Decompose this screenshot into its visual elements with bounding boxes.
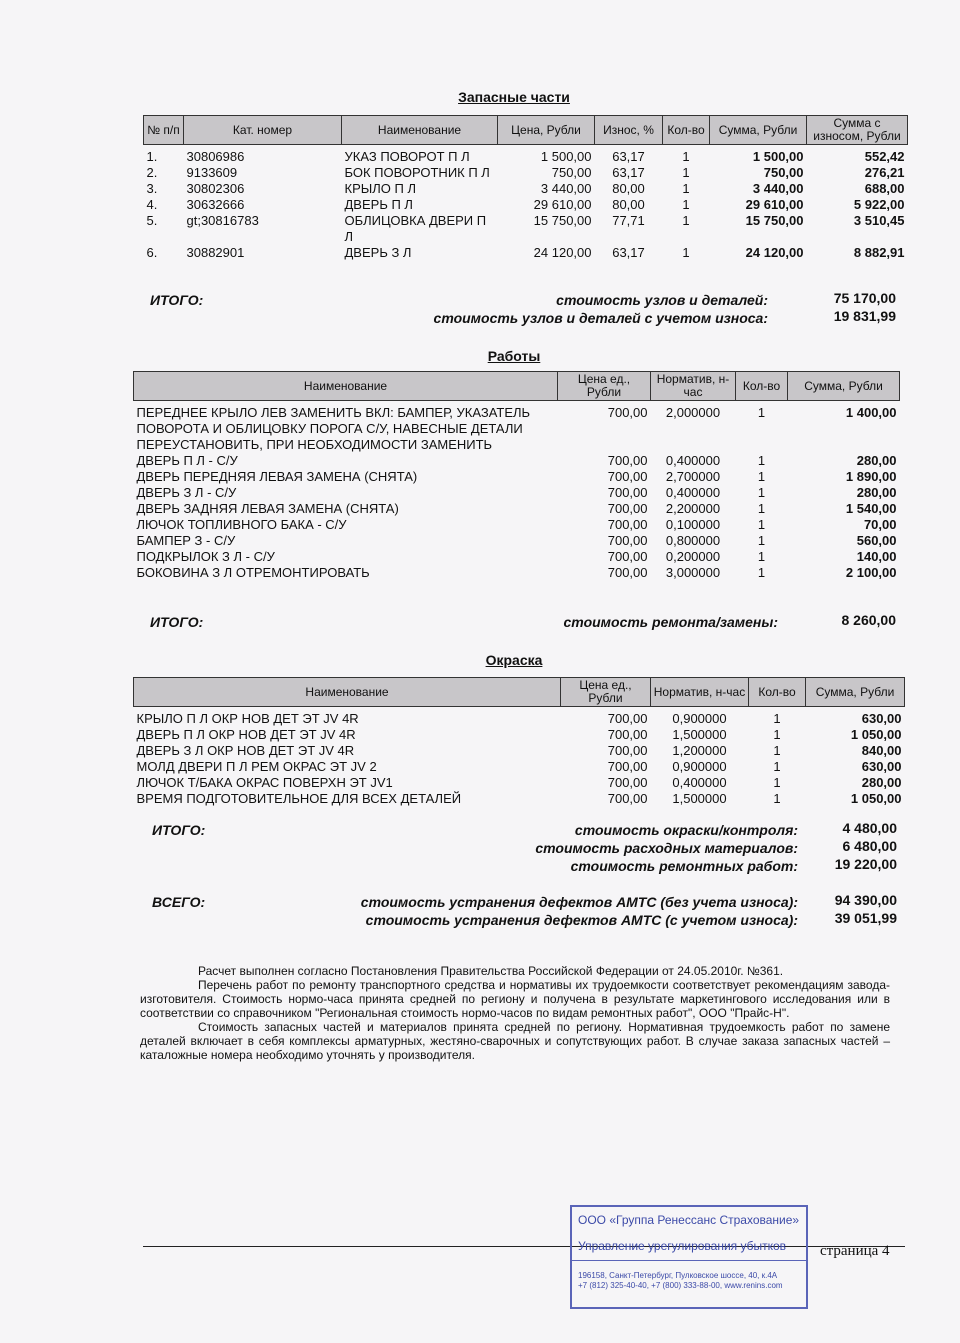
table-row [144,197,908,213]
table-cell: 700,00 [607,468,648,484]
table-cell: ОБЛИЦОВКА ДВЕРИ П Л [344,212,487,244]
table-cell: 1 [773,790,781,806]
table-cell: 1 500,00 [540,148,592,164]
table-cell: 63,17 [612,244,645,260]
table-header-row [144,116,908,145]
table-cell: 1 [682,180,690,196]
table-cell: 700,00 [607,404,648,420]
note-paragraph: Перечень работ по ремонту транспортного средства и нормативы их трудоемкости соответствует рекомендациям завода-изготовителя. Стоимость нормо-часа принята средней по региону и получена в результате маркетингового исследования или в соответствии со справочником "Региональная стоимость нормо-часов по видам ремонтных работ", ООО "Прайс-Н". [140,978,890,1020]
total-description: стоимость узлов и деталей: [556,292,768,308]
table-cell: 30882901 [186,244,245,260]
table-cell: 80,00 [612,180,645,196]
total-label: ИТОГО: [150,292,204,308]
table-cell: 77,71 [612,212,645,228]
table-cell: 1 [757,532,766,548]
column-header: Цена, Рубли [498,116,595,145]
table-row [134,501,900,517]
table-cell: 1 [757,452,766,468]
table-cell: 552,42 [864,148,905,164]
table-row [144,181,908,197]
table-cell: 1 [773,726,781,742]
table-cell: ВРЕМЯ ПОДГОТОВИТЕЛЬНОЕ ДЛЯ ВСЕХ ДЕТАЛЕЙ [136,790,462,806]
table-cell: 840,00 [861,742,902,758]
table-cell: 1 [682,212,690,228]
table-cell: БАМПЕР З - С/У [136,532,236,548]
notes [140,964,890,1062]
total-label: ИТОГО: [152,822,206,838]
table-cell: 63,17 [612,164,645,180]
table-cell: ДВЕРЬ З Л - С/У [136,484,237,500]
stamp-company: ООО «Группа Ренессанс Страхование» [578,1213,800,1227]
table-cell: 63,17 [612,148,645,164]
table-cell: 688,00 [864,180,905,196]
table-cell: 1 [773,758,781,774]
table-cell: 0,400000 [665,484,721,500]
stamp-department: Управление урегулирования убытков [578,1239,787,1253]
column-header: Наименование [134,678,561,707]
table-cell: 2. [146,164,158,180]
column-header: Кол-во [663,116,710,145]
table-cell: 9133609 [186,164,238,180]
table-cell: ДВЕРЬ П Л - С/У [136,452,238,468]
table-row [134,453,900,469]
column-header: Сумма, Рубли [710,116,807,145]
table-cell: 700,00 [607,532,648,548]
parts-table [143,115,908,261]
table-cell: 1 [757,516,766,532]
table-row [134,405,900,453]
total-description: стоимость устранения дефектов АМТС (с учетом износа): [365,912,798,928]
table-row [134,469,900,485]
parts-section-title: Запасные части [458,89,570,105]
table-cell: 3,000000 [665,564,721,580]
table-cell: 1 [773,710,781,726]
table-cell: 0,400000 [672,774,727,790]
total-label: ИТОГО: [150,614,204,630]
table-cell: 1 [757,548,766,564]
table-cell: 1 [773,742,781,758]
table-cell: ДВЕРЬ П Л ОКР НОВ ДЕТ ЭТ JV 4R [136,726,356,742]
table-cell: ДВЕРЬ ПЕРЕДНЯЯ ЛЕВАЯ ЗАМЕНА (СНЯТА) [136,468,418,484]
table-cell: 700,00 [607,548,648,564]
table-cell: 70,00 [863,516,897,532]
table-cell: 24 120,00 [745,244,804,260]
table-cell: БОКОВИНА З Л ОТРЕМОНТИРОВАТЬ [136,564,370,580]
total-description: стоимость ремонта/замены: [563,614,778,630]
table-cell: УКАЗ ПОВОРОТ П Л [344,148,470,164]
table-row [134,711,905,727]
table-cell: 140,00 [856,548,897,564]
table-row [134,759,905,775]
table-cell: ЛЮЧОК ТОПЛИВНОГО БАКА - С/У [136,516,347,532]
table-row [134,565,900,581]
table-cell: 29 610,00 [533,196,592,212]
column-header: Кол-во [749,678,806,707]
table-cell: 1,200000 [672,742,727,758]
table-cell: 700,00 [607,484,648,500]
table-cell: 750,00 [763,164,804,180]
table-cell: 0,900000 [672,710,727,726]
column-header: Кол-во [736,372,788,401]
table-cell: 3 510,45 [853,212,905,228]
table-cell: 280,00 [861,774,902,790]
table-cell: 29 610,00 [745,196,804,212]
total-value: 19 831,99 [833,308,896,324]
column-header: № п/п [144,116,184,145]
column-header: Сумма, Рубли [788,372,900,401]
table-cell: 280,00 [856,452,897,468]
column-header: Цена ед., Рубли [558,372,651,401]
column-header: Сумма, Рубли [806,678,905,707]
table-cell: 1 [773,774,781,790]
table-row [144,165,908,181]
table-cell: 1 [682,196,690,212]
column-header: Кат. номер [184,116,342,145]
table-cell: ПЕРЕДНЕЕ КРЫЛО ЛЕВ ЗАМЕНИТЬ ВКЛ: БАМПЕР, УКАЗАТЕЛЬ ПОВОРОТА И ОБЛИЦОВКУ ПОРОГА С/У, НАВЕСНЫЕ ДЕТАЛИ ПЕРЕУСТАНОВИТЬ, ПРИ НЕОБХОДИМОСТИ ЗАМЕНИТЬ [136,404,531,452]
table-row [144,245,908,261]
table-cell: 630,00 [861,710,902,726]
table-row [134,727,905,743]
table-cell: 0,400000 [665,452,721,468]
table-cell: 0,200000 [665,548,721,564]
table-cell: 2,200000 [665,500,721,516]
table-cell: ДВЕРЬ З Л [344,244,412,260]
table-cell: 2 100,00 [845,564,897,580]
table-header-row [134,372,900,401]
total-label: ВСЕГО: [152,894,206,910]
note-paragraph: Стоимость запасных частей и материалов принята средней по региону. Нормативная трудоемкость работ по замене деталей включает в себя комплексы арматурных, жестяно-сварочных и сопутствующих работ. В случае заказа запасных частей – каталожные номера необходимо уточнять у производителя. [140,1020,890,1062]
table-cell: 1 [682,244,690,260]
table-cell: 8 882,91 [853,244,905,260]
table-cell: 15 750,00 [745,212,804,228]
table-cell: 700,00 [607,742,648,758]
table-cell: ДВЕРЬ П Л [344,196,413,212]
table-row [134,775,905,791]
table-cell: ДВЕРЬ З Л ОКР НОВ ДЕТ ЭТ JV 4R [136,742,355,758]
page-number: страница 4 [820,1243,890,1259]
total-value: 8 260,00 [841,612,896,628]
table-cell: 750,00 [551,164,592,180]
column-header: Износ, % [595,116,663,145]
table-cell: 80,00 [612,196,645,212]
table-cell: 700,00 [607,758,648,774]
works-section-title: Работы [487,348,541,364]
table-cell: 1,500000 [672,726,727,742]
column-header: Цена ед., Рубли [561,678,651,707]
total-value: 4 480,00 [842,820,897,836]
table-cell: 276,21 [864,164,905,180]
table-header-row [134,678,905,707]
table-cell: 15 750,00 [533,212,592,228]
column-header: Наименование [342,116,498,145]
stamp-contacts: +7 (812) 325-40-40, +7 (800) 333-88-00, www.renins.com [578,1281,783,1290]
table-cell: 700,00 [607,774,648,790]
table-cell: 1 [757,484,766,500]
table-cell: 1 [757,404,766,420]
table-cell: 0,900000 [672,758,727,774]
total-value: 6 480,00 [842,838,897,854]
total-description: стоимость расходных материалов: [535,840,798,856]
table-cell: 1 540,00 [845,500,897,516]
table-cell: 1 [682,148,690,164]
table-cell: 1,500000 [672,790,727,806]
table-cell: 1 500,00 [752,148,804,164]
table-cell: 1 050,00 [850,790,902,806]
table-cell: 630,00 [861,758,902,774]
table-cell: 1 [757,564,766,580]
table-row [134,517,900,533]
table-cell: 1 [757,468,766,484]
table-cell: КРЫЛО П Л [344,180,416,196]
table-cell: 3 440,00 [752,180,804,196]
table-cell: 1. [146,148,158,164]
table-cell: 1 890,00 [845,468,897,484]
table-cell: 3 440,00 [540,180,592,196]
table-cell: ПОДКРЫЛОК З Л - С/У [136,548,275,564]
table-cell: 2,700000 [665,468,721,484]
table-cell: 700,00 [607,710,648,726]
table-cell: ЛЮЧОК Т/БАКА ОКРАС ПОВЕРХН ЭТ JV1 [136,774,393,790]
table-cell: 30806986 [186,148,245,164]
paint-table [133,677,905,807]
table-cell: 1 [682,164,690,180]
total-description: стоимость ремонтных работ: [570,858,798,874]
table-cell: 700,00 [607,790,648,806]
table-cell: 24 120,00 [533,244,592,260]
total-description: стоимость узлов и деталей с учетом износа: [433,310,768,326]
table-cell: 30632666 [186,196,245,212]
table-row [144,149,908,165]
table-cell: 30802306 [186,180,245,196]
table-cell: 700,00 [607,500,648,516]
table-cell: 3. [146,180,158,196]
total-value: 39 051,99 [834,910,897,926]
note-paragraph: Расчет выполнен согласно Постановления Правительства Российской Федерации от 24.05.2010г. №361. [198,964,784,978]
total-value: 94 390,00 [834,892,897,908]
company-stamp [570,1205,808,1309]
table-cell: 1 [757,500,766,516]
table-row [144,213,908,245]
table-row [134,485,900,501]
table-cell: ДВЕРЬ ЗАДНЯЯ ЛЕВАЯ ЗАМЕНА (СНЯТА) [136,500,399,516]
table-row [134,743,905,759]
table-cell: 0,100000 [665,516,721,532]
table-cell: 5. [146,212,158,228]
table-cell: 700,00 [607,564,648,580]
total-value: 75 170,00 [833,290,896,306]
total-value: 19 220,00 [834,856,897,872]
works-table [133,371,900,581]
table-row [134,549,900,565]
table-cell: 280,00 [856,484,897,500]
total-description: стоимость окраски/контроля: [574,822,798,838]
table-cell: 4. [146,196,158,212]
table-cell: 1 400,00 [845,404,897,420]
table-row [134,791,905,807]
paint-section-title: Окраска [485,652,543,668]
stamp-address: 196158, Санкт-Петербург, Пулковское шоссе, 40, к.4А [578,1271,778,1280]
column-header: Норматив, н-час [651,372,736,401]
table-cell: МОЛД ДВЕРИ П Л РЕМ ОКРАС ЭТ JV 2 [136,758,377,774]
table-cell: 700,00 [607,452,648,468]
table-cell: 700,00 [607,516,648,532]
table-row [134,533,900,549]
total-description: стоимость устранения дефектов АМТС (без учета износа): [360,894,798,910]
table-cell: 700,00 [607,726,648,742]
table-cell: 0,800000 [665,532,721,548]
column-header: Наименование [134,372,558,401]
table-cell: 5 922,00 [853,196,905,212]
table-cell: КРЫЛО П Л ОКР НОВ ДЕТ ЭТ JV 4R [136,710,359,726]
table-cell: 1 050,00 [850,726,902,742]
column-header: Сумма с износом, Рубли [807,116,908,145]
table-cell: 560,00 [856,532,897,548]
table-cell: БОК ПОВОРОТНИК П Л [344,164,490,180]
table-cell: 6. [146,244,158,260]
column-header: Норматив, н-час [651,678,749,707]
table-cell: 2,000000 [665,404,721,420]
table-cell: gt;30816783 [186,212,259,228]
